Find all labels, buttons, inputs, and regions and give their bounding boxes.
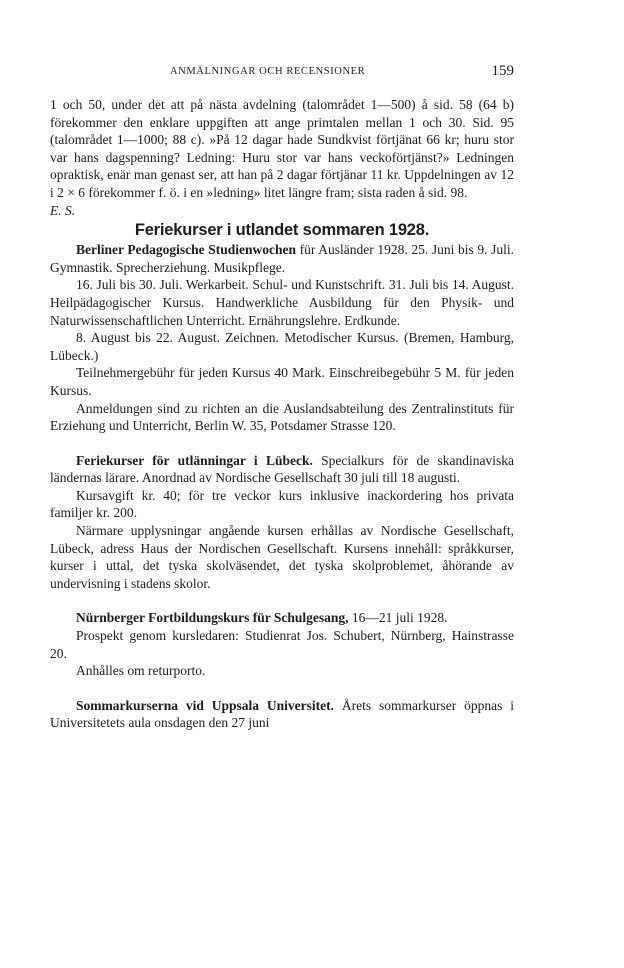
nurnberg-paragraph-3: Anhålles om returporto. xyxy=(76,663,206,679)
nurnberg-lead-rest: 16—21 juli 1928. xyxy=(348,610,448,626)
section-gap xyxy=(50,680,514,697)
section-gap xyxy=(50,435,514,452)
berlin-paragraph-3: 8. August bis 22. August. Zeichnen. Metodischer Kursus. (Bremen, Hamburg, Lübeck.) xyxy=(50,330,514,363)
berlin-paragraph-5: Anmeldungen sind zu richten an die Auslandsabteilung des Zentralinstituts für Erziehung und Unterricht, Berlin W. 35, Potsdamer Strasse 120. xyxy=(50,400,514,434)
berlin-paragraph-4: Teilnehmergebühr für jeden Kursus 40 Mark. Einschreibegebühr 5 M. für jeden Kursus. xyxy=(50,365,514,398)
review-paragraph: 1 och 50, under det att på nästa avdelning (talområdet 1—500) å sid. 58 (64 b) förekommer den enklare uppgiften att ange primtalen mellan 1 och 30. Sid. 95 (talområdet 1—1000; 88 c). »På 12 dagar hade Sundkvist förtjänat 66 kr; huru stor var hans dagspenning? Ledning: Huru stor var hans veckoförtjänst?» Ledningen opraktisk, enär man genast ser, att han på 2 dagar förtjänar 11 kr. Uppdelningen av 12 i 2 × 6 förekommer f. ö. i en »ledning» litet längre fram; sista raden å sid. 98. xyxy=(50,97,514,200)
berlin-paragraph-2: 16. Juli bis 30. Juli. Werkarbeit. Schul- und Kunstschrift. 31. Juli bis 14. August. Heilpädagogischer Kursus. Handwerkliche Ausbildung für den Physik- und Naturwissenschaftlichen Unterricht. Ernährungslehre. Erdkunde. xyxy=(50,277,514,328)
nurnberg-lead: Nürnberger Fortbildungskurs für Schulgesang, xyxy=(76,610,349,626)
review-signature: E. S. xyxy=(50,202,76,218)
uppsala-lead: Sommarkurserna vid Uppsala Universitet. xyxy=(76,697,335,713)
page-body xyxy=(50,96,514,732)
uppsala-intro xyxy=(50,697,514,732)
lubeck-lead: Feriekurser för utlänningar i Lübeck. xyxy=(76,452,313,468)
berlin-intro xyxy=(50,241,514,276)
uppsala-lead-rest: Årets sommarkurser öppnas i Universitetets aula onsdagen den 27 juni xyxy=(50,697,514,731)
running-header xyxy=(0,63,624,84)
berlin-lead-rest: für Ausländer 1928. 25. Juni bis 9. Juli. Gymnastik. Sprecherziehung. Musikpflege. xyxy=(50,242,514,275)
lubeck-intro xyxy=(50,452,514,487)
page-number: 159 xyxy=(491,63,514,79)
lubeck-paragraph-3: Närmare upplysningar angående kursen erhållas av Nordische Gesellschaft, Lübeck, adress Haus der Nordischen Gesellschaft. Kursens innehåll: språkkurser, kurser i uttal, det tyska skolväsendet, det tyska skolproblemet, åhörande av undervisning i stadens skolor. xyxy=(50,523,514,591)
lubeck-paragraph-2: Kursavgift kr. 40; för tre veckor kurs inklusive inackordering hos privata familjer kr. 200. xyxy=(50,487,514,521)
nurnberg-intro xyxy=(50,609,514,627)
berlin-lead: Berliner Pedagogische Studienwochen xyxy=(76,242,296,258)
section-gap xyxy=(50,592,514,609)
nurnberg-paragraph-2: Prospekt genom kursledaren: Studienrat Jos. Schubert, Nürnberg, Hainstrasse 20. xyxy=(50,628,514,661)
section-title: Feriekurser i utlandet sommaren 1928. xyxy=(134,221,430,240)
lubeck-lead-rest: Specialkurs för de skandinaviska ländernas lärare. Anordnad av Nordische Gesellschaft 30 juli till 18 augusti. xyxy=(50,452,514,486)
running-title: ANMÄLNINGAR OCH RECENSIONER xyxy=(170,66,366,77)
